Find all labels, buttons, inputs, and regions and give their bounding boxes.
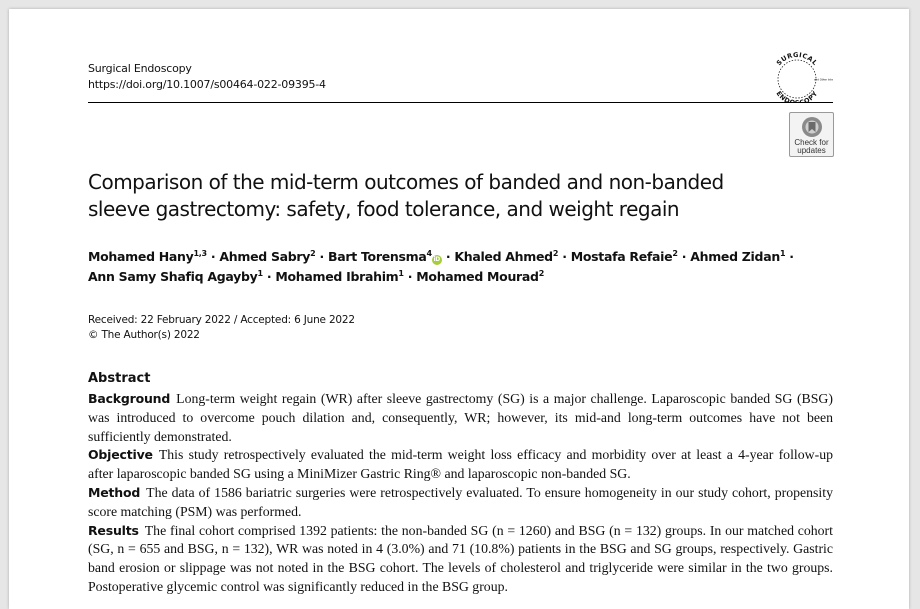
- header-rule: [88, 102, 833, 103]
- abstract-objective: [88, 446, 833, 484]
- section-label: Objective: [88, 447, 153, 463]
- bookmark-icon: [801, 116, 823, 138]
- author-affiliation: 1,3: [193, 249, 207, 258]
- section-label: Method: [88, 484, 141, 500]
- author-affiliation: 2: [538, 269, 544, 278]
- author-name[interactable]: Mohamed Ibrahim: [275, 269, 399, 284]
- author-affiliation: 1: [779, 249, 786, 258]
- author-name[interactable]: Ahmed Zidan: [690, 249, 780, 264]
- section-text: Long-term weight regain (WR) after sleeve gastrectomy (SG) is a major challenge. Laparoscopic banded SG (BSG) was introduced to overcome pouch dilation and, consequently, WR; however, its mid-and long-term outcomes have not been sufficiently demonstrated.: [88, 391, 833, 444]
- author-separator: ·: [319, 249, 324, 264]
- check-line-2: updates: [797, 146, 826, 155]
- author-affiliation: 1: [398, 269, 404, 278]
- svg-text:SURGICAL: [775, 51, 819, 67]
- abstract-body: [88, 390, 833, 597]
- author-affiliation: 2: [310, 249, 316, 258]
- author-name[interactable]: Bart Torensma: [328, 249, 427, 264]
- title-line-1: Comparison of the mid-term outcomes of banded and non-banded: [88, 170, 724, 194]
- abstract-heading: Abstract: [88, 371, 151, 386]
- author-separator: ·: [210, 249, 216, 264]
- author-affiliation: 4: [426, 249, 432, 258]
- author-affiliation: 1: [257, 269, 263, 278]
- paper-page: [9, 9, 909, 609]
- author-affiliation: 2: [552, 249, 559, 258]
- author-separator: ·: [445, 249, 451, 264]
- orcid-icon[interactable]: iD: [433, 256, 440, 263]
- check-line-1: Check for: [794, 138, 829, 147]
- journal-name: Surgical Endoscopy: [88, 62, 192, 75]
- author-name[interactable]: Mohamed Mourad: [416, 269, 539, 284]
- svg-text:ENDOSCOPY: [775, 90, 820, 103]
- title-line-2: sleeve gastrectomy: safety, food tolerance, and weight regain: [88, 197, 680, 221]
- copyright: © The Author(s) 2022: [88, 329, 200, 341]
- abstract-background: [88, 390, 833, 446]
- author-name[interactable]: Khaled Ahmed: [454, 249, 553, 264]
- publication-dates: [88, 313, 355, 343]
- received-accepted: Received: 22 February 2022 / Accepted: 6 June 2022: [88, 314, 355, 326]
- author-separator: ·: [789, 249, 794, 264]
- abstract-method: [88, 484, 833, 522]
- author-line-1: [88, 247, 808, 267]
- author-separator: ·: [407, 269, 413, 284]
- author-separator: ·: [681, 249, 687, 264]
- logo-tagline: and Other Int: [814, 78, 832, 82]
- author-name[interactable]: Ahmed Sabry: [219, 249, 311, 264]
- check-for-updates-button[interactable]: [789, 112, 834, 157]
- journal-header: [88, 61, 326, 93]
- paper-title: [88, 169, 808, 223]
- author-name[interactable]: Ann Samy Shafiq Agayby: [88, 269, 258, 284]
- author-list: [88, 247, 808, 287]
- doi-link[interactable]: https://doi.org/10.1007/s00464-022-09395-4: [88, 78, 326, 91]
- author-separator: ·: [562, 249, 567, 264]
- author-name[interactable]: Mostafa Refaie: [570, 249, 673, 264]
- logo-text-bottom: ENDOSCOPY: [774, 89, 820, 103]
- section-text: This study retrospectively evaluated the mid-term weight loss efficacy and morbidity over at least a 4-year follow-up after laparoscopic banded SG using a MiniMizer Gastric Ring® and laparoscopic non-banded SG.: [88, 447, 833, 482]
- author-name[interactable]: Mohamed Hany: [88, 249, 194, 264]
- section-text: The data of 1586 bariatric surgeries were retrospectively evaluated. To ensure homogeneity in our study cohort, propensity score matching (PSM) was performed.: [88, 484, 833, 519]
- author-separator: ·: [266, 269, 272, 284]
- author-affiliation: 2: [672, 249, 678, 258]
- journal-logo: [761, 51, 833, 103]
- section-text: The final cohort comprised 1392 patients: the non-banded SG (n = 1260) and BSG (n = 132) groups. In our matched cohort (SG, n = 655 and BSG, n = 132), WR was noted in 4 (3.0%) and 71 (10.8%) patients in the BSG and SG groups, respectively. Gastric band erosion or slippage was not noted in the BSG cohort. The levels of cholesterol and triglyceride were similar in the two groups. Postoperative glycemic control was significantly reduced in the BSG group.: [88, 522, 833, 594]
- section-label: Results: [88, 522, 139, 538]
- logo-text-top: SURGICAL: [774, 51, 820, 68]
- author-line-2: [88, 267, 808, 287]
- abstract-results: [88, 522, 833, 597]
- section-label: Background: [88, 391, 171, 406]
